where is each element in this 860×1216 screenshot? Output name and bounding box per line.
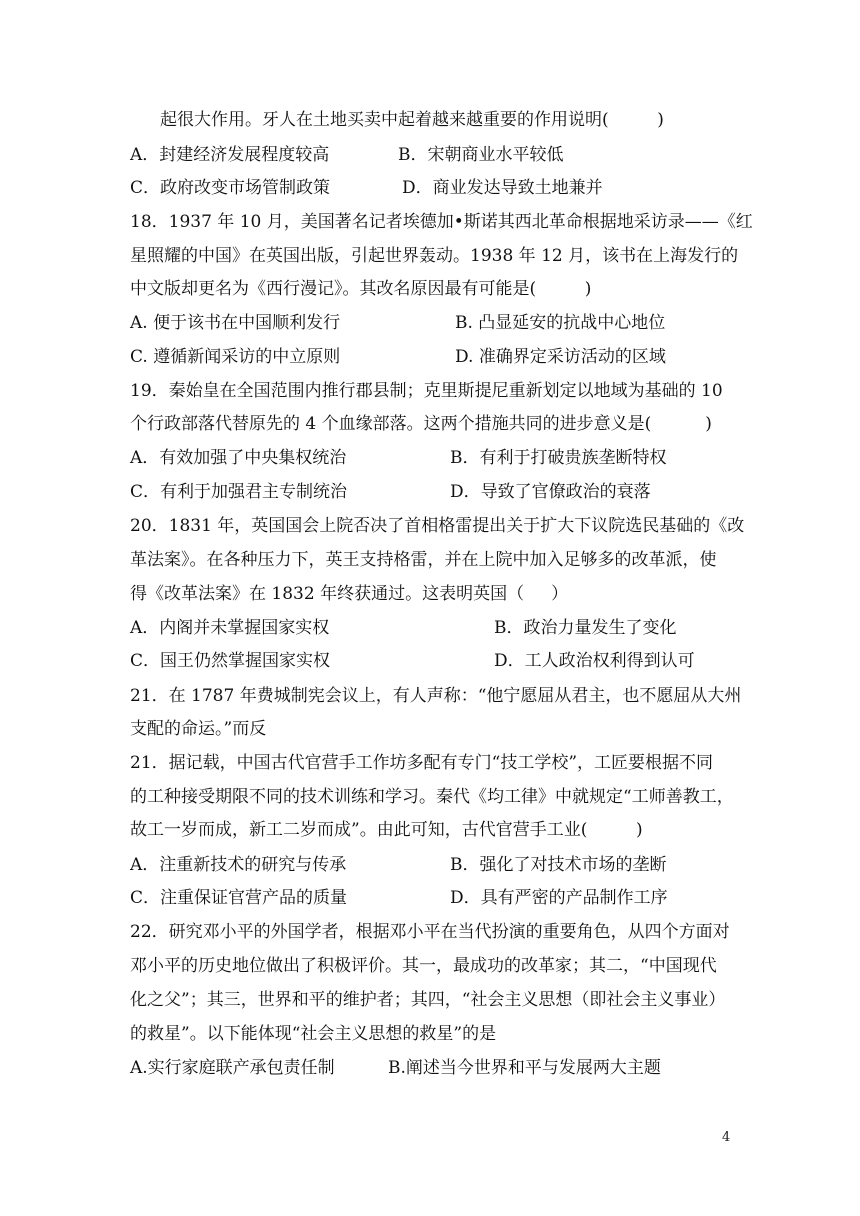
q19-option-c[interactable]: C．有利于加强君主专制统治 xyxy=(130,482,348,502)
q17-option-b[interactable]: B．宋朝商业水平较低 xyxy=(398,145,564,165)
q17-option-a[interactable]: A．封建经济发展程度较高 xyxy=(130,145,330,165)
q18-option-b[interactable]: B. 凸显延安的抗战中心地位 xyxy=(455,313,666,333)
q21b-option-d[interactable]: D．具有严密的产品制作工序 xyxy=(450,888,668,908)
q18-stem-line-2: 星照耀的中国》在英国出版，引起世界轰动。1938 年 12 月，该书在上海发行的 xyxy=(130,246,739,266)
q18-stem-line-1: 18．1937 年 10 月，美国著名记者埃德加•斯诺其西北革命根据地采访录——《红 xyxy=(130,212,753,232)
q19-option-d[interactable]: D．导致了官僚政治的衰落 xyxy=(450,482,651,502)
q17-option-d[interactable]: D．商业发达导致土地兼并 xyxy=(402,178,603,198)
q22-option-a[interactable]: A.实行家庭联产承包责任制 xyxy=(130,1058,335,1078)
q20-option-b[interactable]: B．政治力量发生了变化 xyxy=(494,618,677,638)
q19-stem-line-2: 个行政部落代替原先的 4 个血缘部落。这两个措施共同的进步意义是( ) xyxy=(130,414,712,434)
q19-options-row-1 xyxy=(130,447,730,469)
q20-stem-line-3: 得《改革法案》在 1832 年终获通过。这表明英国（ ） xyxy=(130,584,569,604)
page-number: 4 xyxy=(722,1130,731,1145)
q21a-stem-line-2: 支配的命运。”而反 xyxy=(130,719,267,739)
q18-option-d[interactable]: D. 准确界定采访活动的区域 xyxy=(455,347,666,367)
q21b-stem-line-1: 21．据记载，中国古代官营手工作坊多配有专门“技工学校”，工匠要根据不同 xyxy=(130,753,714,773)
q21b-stem-line-2: 的工种接受期限不同的技术训练和学习。秦代《均工律》中就规定“工师善教工， xyxy=(130,787,734,807)
q21b-option-a[interactable]: A．注重新技术的研究与传承 xyxy=(130,855,347,875)
q17-stem-line: 起很大作用。牙人在土地买卖中起着越来越重要的作用说明( ) xyxy=(160,110,664,130)
q18-option-c[interactable]: C. 遵循新闻采访的中立原则 xyxy=(130,347,341,367)
q20-stem-line-1: 20．1831 年，英国国会上院否决了首相格雷提出关于扩大下议院选民基础的《改 xyxy=(130,516,745,536)
q22-stem-line-2: 邓小平的历史地位做出了积极评价。其一，最成功的改革家；其二，“中国现代 xyxy=(130,956,717,976)
q20-option-d[interactable]: D．工人政治权利得到认可 xyxy=(494,651,695,671)
q18-option-a[interactable]: A. 便于该书在中国顺利发行 xyxy=(130,313,341,333)
q22-options-row-1 xyxy=(130,1057,730,1079)
q19-stem-line-1: 19．秦始皇在全国范围内推行郡县制；克里斯提尼重新划定以地域为基础的 10 xyxy=(130,381,723,401)
q21b-options-row-2 xyxy=(130,887,730,909)
q21b-option-b[interactable]: B．强化了对技术市场的垄断 xyxy=(450,855,667,875)
q17-options-row-2 xyxy=(130,177,730,199)
q22-option-b[interactable]: B.阐述当今世界和平与发展两大主题 xyxy=(388,1058,661,1078)
q22-stem-line-3: 化之父”；其三，世界和平的维护者；其四，“社会主义思想（即社会主义事业） xyxy=(130,990,726,1010)
q22-stem-line-1: 22．研究邓小平的外国学者，根据邓小平在当代扮演的重要角色，从四个方面对 xyxy=(130,922,730,942)
q19-options-row-2 xyxy=(130,481,730,503)
q20-options-row-1 xyxy=(130,617,730,639)
q21b-option-c[interactable]: C．注重保证官营产品的质量 xyxy=(130,888,348,908)
q21b-stem-line-3: 故工一岁而成，新工二岁而成”。由此可知，古代官营手工业( ) xyxy=(130,820,643,840)
q18-stem-line-3: 中文版却更名为《西行漫记》。其改名原因最有可能是( ) xyxy=(130,279,592,299)
q21a-stem-line-1: 21．在 1787 年费城制宪会议上，有人声称：“他宁愿屈从君主，也不愿屈从大州 xyxy=(130,686,742,706)
q18-options-row-2 xyxy=(130,346,730,368)
q17-option-c[interactable]: C．政府改变市场管制政策 xyxy=(130,178,331,198)
q18-options-row-1 xyxy=(130,312,730,334)
q20-option-a[interactable]: A．内阁并未掌握国家实权 xyxy=(130,618,330,638)
q22-stem-line-4: 的救星”。以下能体现“社会主义思想的救星”的是 xyxy=(130,1024,497,1044)
q20-stem-line-2: 革法案》。在各种压力下，英王支持格雷，并在上院中加入足够多的改革派，使 xyxy=(130,550,717,570)
q20-option-c[interactable]: C．国王仍然掌握国家实权 xyxy=(130,651,331,671)
q19-option-b[interactable]: B．有利于打破贵族垄断特权 xyxy=(450,448,667,468)
q20-options-row-2 xyxy=(130,650,730,672)
q19-option-a[interactable]: A．有效加强了中央集权统治 xyxy=(130,448,347,468)
q21b-options-row-1 xyxy=(130,854,730,876)
q17-options-row-1 xyxy=(130,144,730,166)
